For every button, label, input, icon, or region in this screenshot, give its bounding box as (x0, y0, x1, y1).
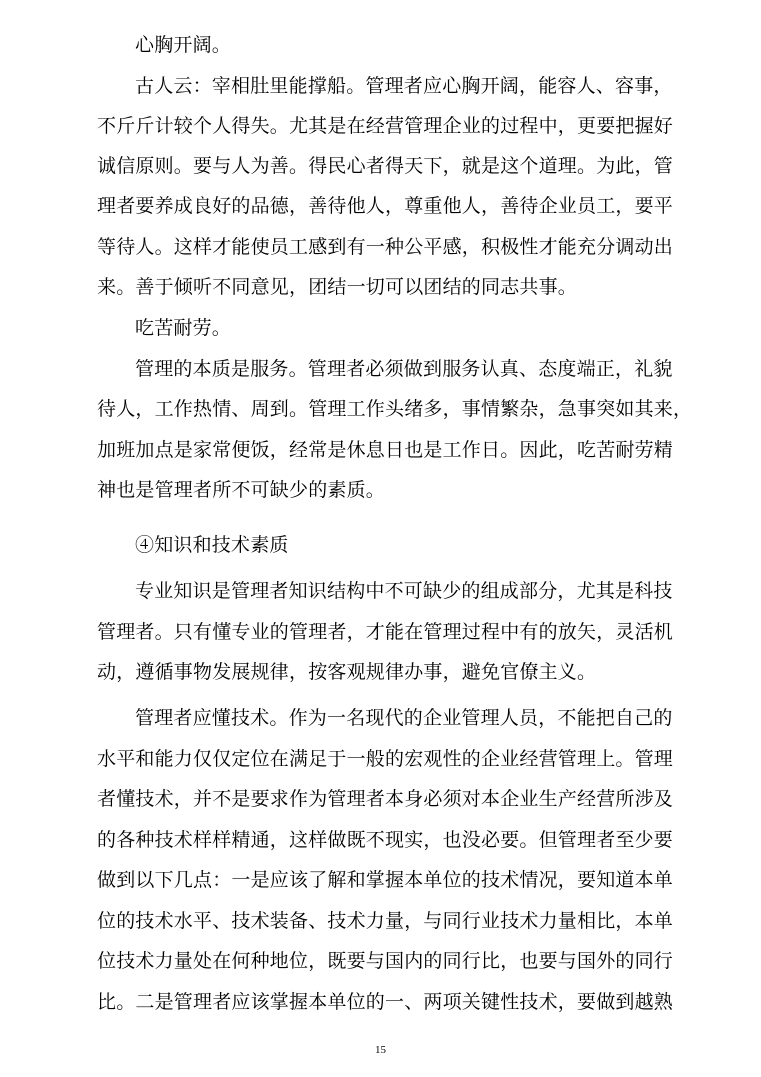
text-line: 位技术力量处在何种地位，既要与国内的同行比，也要与国外的同行 (97, 950, 674, 972)
text-line: 管理者应懂技术。作为一名现代的企业管理人员，不能把自己的 (135, 707, 673, 729)
text-line: 做到以下几点：一是应该了解和掌握本单位的技术情况，要知道本单 (97, 869, 674, 891)
text-line: 待人，工作热情、周到。管理工作头绪多，事情繁杂，急事突如其来， (97, 398, 693, 420)
text-line: 比。二是管理者应该掌握本单位的一、两项关键性技术，要做到越熟 (97, 991, 674, 1013)
text-line: 专业知识是管理者知识结构中不可缺少的组成部分，尤其是科技 (135, 580, 673, 602)
text-line: 管理者。只有懂专业的管理者，才能在管理过程中有的放矢，灵活机 (97, 621, 674, 643)
text-line: 吃苦耐劳。 (135, 317, 232, 339)
text-line: 管理的本质是服务。管理者必须做到服务认真、态度端正，礼貌 (135, 358, 673, 380)
text-line: 的各种技术样样精通，这样做既不现实，也没必要。但管理者至少要 (97, 829, 674, 851)
text-line: 来。善于倾听不同意见，团结一切可以团结的同志共事。 (97, 276, 578, 298)
section-heading: ④知识和技术素质 (135, 534, 289, 556)
text-line: 水平和能力仅仅定位在满足于一般的宏观性的企业经营管理上。管理 (97, 748, 674, 770)
text-line: 神也是管理者所不可缺少的素质。 (97, 479, 386, 501)
text-line: 心胸开阔。 (135, 34, 232, 56)
text-line: 古人云：宰相肚里能撑船。管理者应心胸开阔，能容人、容事， (135, 75, 673, 97)
text-line: 者懂技术，并不是要求作为管理者本身必须对本企业生产经营所涉及 (97, 788, 674, 810)
text-line: 位的技术水平、技术装备、技术力量，与同行业技术力量相比，本单 (97, 910, 674, 932)
page-number: 15 (375, 1044, 386, 1056)
text-line: 加班加点是家常便饭，经常是休息日也是工作日。因此，吃苦耐劳精 (97, 439, 674, 461)
text-line: 不斤斤计较个人得失。尤其是在经营管理企业的过程中，更要把握好 (97, 115, 674, 137)
text-line: 等待人。这样才能使员工感到有一种公平感，积极性才能充分调动出 (97, 236, 674, 258)
text-line: 动，遵循事物发展规律，按客观规律办事，避免官僚主义。 (97, 661, 597, 683)
text-line: 理者要养成良好的品德，善待他人，尊重他人，善待企业员工，要平 (97, 195, 674, 217)
text-line: 诚信原则。要与人为善。得民心者得天下，就是这个道理。为此，管 (97, 155, 674, 177)
